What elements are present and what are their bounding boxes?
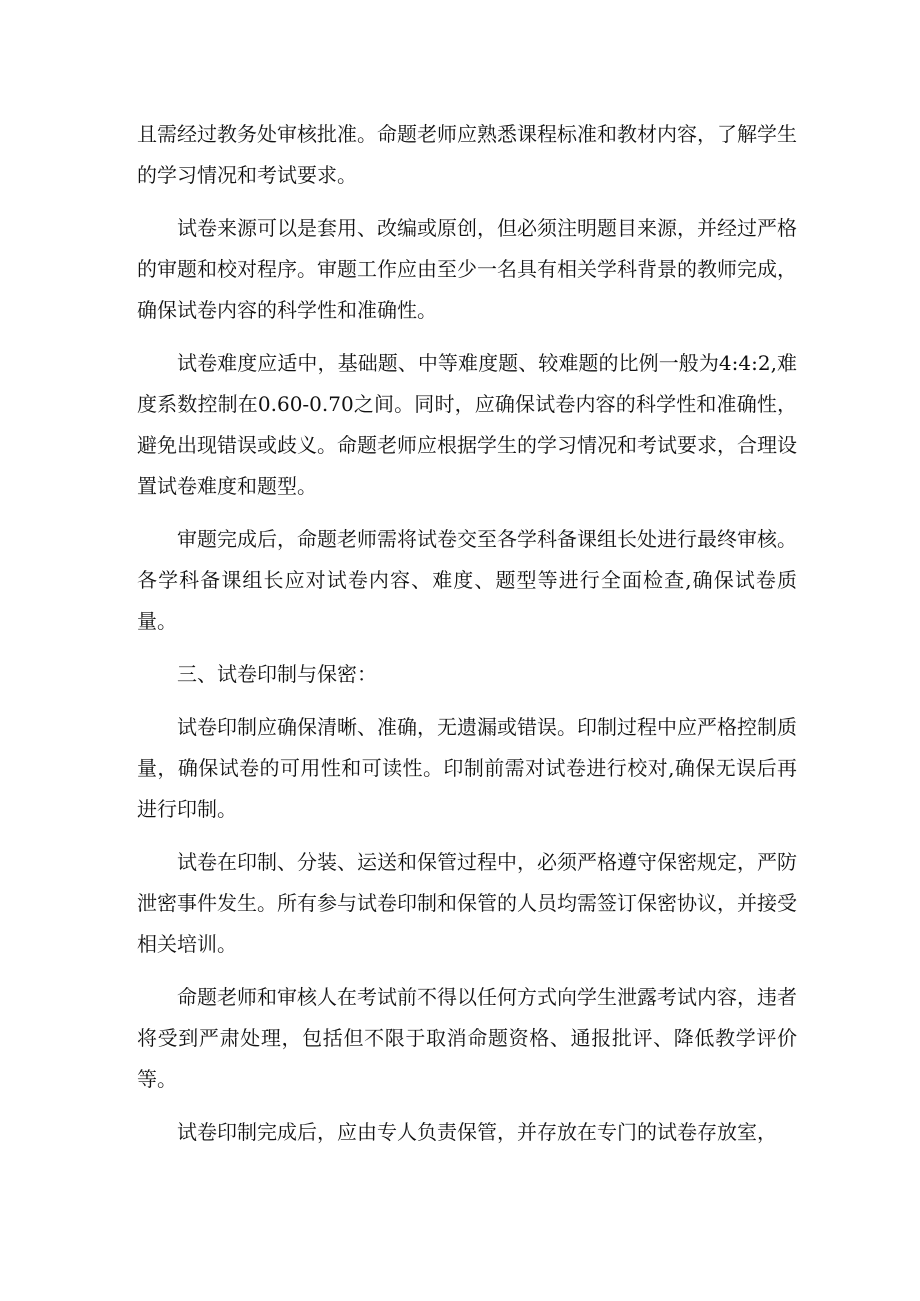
- paragraph: 命题老师和审核人在考试前不得以任何方式向学生泄露考试内容，违者将受到严肃处理，包括但不限于取消命题资格、通报批评、降低教学评价等。: [137, 985, 797, 1091]
- paragraph: 审题完成后，命题老师需将试卷交至各学科备课组长处进行最终审核。各学科备课组长应对试卷内容、难度、题型等进行全面检查,确保试卷质量。: [137, 527, 797, 633]
- paragraph: 试卷来源可以是套用、改编或原创，但必须注明题目来源，并经过严格的审题和校对程序。审题工作应由至少一名具有相关学科背景的教师完成，确保试卷内容的科学性和准确性。: [137, 216, 797, 322]
- paragraph: 试卷在印制、分装、运送和保管过程中，必须严格遵守保密规定，严防泄密事件发生。所有参与试卷印制和保管的人员均需签订保密协议，并接受相关培训。: [137, 850, 797, 956]
- section-heading: 三、试卷印制与保密：: [177, 662, 377, 686]
- document-body: [137, 114, 797, 1165]
- paragraph: 且需经过教务处审核批准。命题老师应熟悉课程标准和教材内容，了解学生的学习情况和考试要求。: [137, 122, 797, 187]
- paragraph: 试卷印制完成后，应由专人负责保管，并存放在专门的试卷存放室，: [177, 1120, 777, 1144]
- paragraph: 试卷难度应适中，基础题、中等难度题、较难题的比例一般为4:4:2,难度系数控制在0.60-0.70之间。同时，应确保试卷内容的科学性和准确性，避免出现错误或歧义。命题老师应根据学生的学习情况和考试要求，合理设置试卷难度和题型。: [137, 351, 797, 498]
- paragraph: 试卷印制应确保清晰、准确，无遗漏或错误。印制过程中应严格控制质量，确保试卷的可用性和可读性。印制前需对试卷进行校对,确保无误后再进行印制。: [137, 715, 797, 821]
